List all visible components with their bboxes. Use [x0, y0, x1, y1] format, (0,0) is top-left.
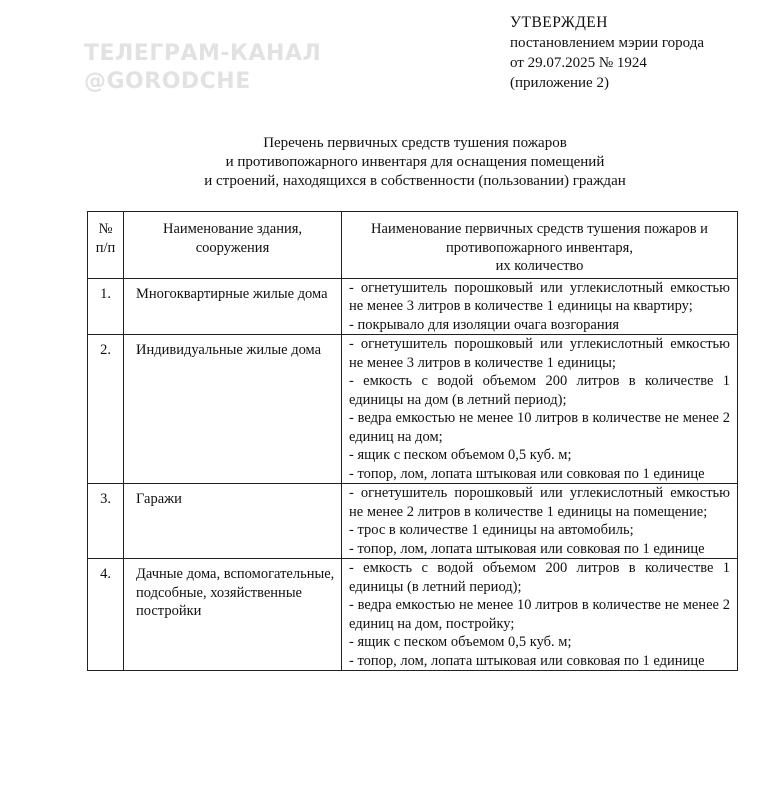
list-item: - трос в количестве 1 единицы на автомобиль; — [349, 522, 634, 538]
list-item: - ящик с песком объемом 0,5 куб. м; — [349, 634, 572, 650]
table-row — [88, 278, 738, 335]
list-item: - топор, лом, лопата штыковая или совковая по 1 единице — [349, 465, 705, 482]
header-means — [342, 212, 738, 279]
approval-stamp — [510, 13, 704, 93]
row-building: Многоквартирные жилые дома — [124, 278, 342, 335]
list-item: - огнетушитель порошковый или углекислотный емкостью не менее 3 литров в количестве 1 единицы; — [349, 336, 730, 371]
row-num: 3. — [88, 484, 124, 559]
row-num: 2. — [88, 335, 124, 484]
list-item: - покрывало для изоляции очага возгорания — [349, 316, 620, 333]
list-item: - емкость с водой объемом 200 литров в количестве 1 единицы (в летний период); — [349, 560, 730, 595]
row-items — [342, 335, 738, 484]
approval-line-1: постановлением мэрии города — [510, 35, 705, 51]
table-row — [88, 335, 738, 484]
list-item: - огнетушитель порошковый или углекислотный емкостью не менее 3 литров в количестве 1 единицы на квартиру; — [349, 279, 730, 314]
title-line-1: Перечень первичных средств тушения пожаров — [263, 135, 567, 151]
row-building: Индивидуальные жилые дома — [124, 335, 342, 484]
equipment-table — [87, 211, 738, 671]
list-item: - топор, лом, лопата штыковая или совковая по 1 единице — [349, 540, 705, 557]
approval-line-2: от 29.07.2025 № 1924 — [510, 55, 647, 71]
watermark-line-1: ТЕЛЕГРАМ-КАНАЛ — [84, 41, 322, 66]
watermark-line-2: @GORODCHE — [84, 69, 251, 94]
row-items — [342, 484, 738, 559]
list-item: - огнетушитель порошковый или углекислотный емкостью не менее 2 литров в количестве 1 единицы на помещение; — [349, 485, 730, 520]
list-item: - ящик с песком объемом 0,5 куб. м; — [349, 447, 572, 463]
table-row — [88, 484, 738, 559]
watermark — [84, 40, 321, 96]
list-item: - топор, лом, лопата штыковая или совковая по 1 единице — [349, 652, 705, 669]
header-means-line-1: Наименование первичных средств тушения пожаров и противопожарного инвентаря, — [371, 221, 708, 256]
approval-line-3: (приложение 2) — [510, 75, 609, 91]
list-item: - емкость с водой объемом 200 литров в количестве 1 единицы на дом (в летний период); — [349, 373, 730, 408]
table-row — [88, 559, 738, 671]
row-num: 4. — [88, 559, 124, 671]
table-header-row — [88, 212, 738, 279]
row-items — [342, 278, 738, 335]
approval-heading: УТВЕРЖДЕН — [510, 14, 608, 31]
document-title — [150, 134, 680, 191]
header-means-line-2: их количество — [495, 258, 584, 274]
list-item: - ведра емкостью не менее 10 литров в количестве не менее 2 единиц на дом; — [349, 410, 730, 445]
header-building: Наименование здания, сооружения — [124, 212, 342, 279]
row-building: Дачные дома, вспомогательные, подсобные, хозяйственные постройки — [124, 559, 342, 671]
row-items — [342, 559, 738, 671]
list-item: - ведра емкостью не менее 10 литров в количестве не менее 2 единиц на дом, постройку; — [349, 597, 730, 632]
title-line-2: и противопожарного инвентаря для оснащения помещений — [225, 154, 605, 170]
row-building: Гаражи — [124, 484, 342, 559]
row-num: 1. — [88, 278, 124, 335]
header-num: № п/п — [88, 212, 124, 279]
title-line-3: и строений, находящихся в собственности (пользовании) граждан — [204, 173, 626, 189]
